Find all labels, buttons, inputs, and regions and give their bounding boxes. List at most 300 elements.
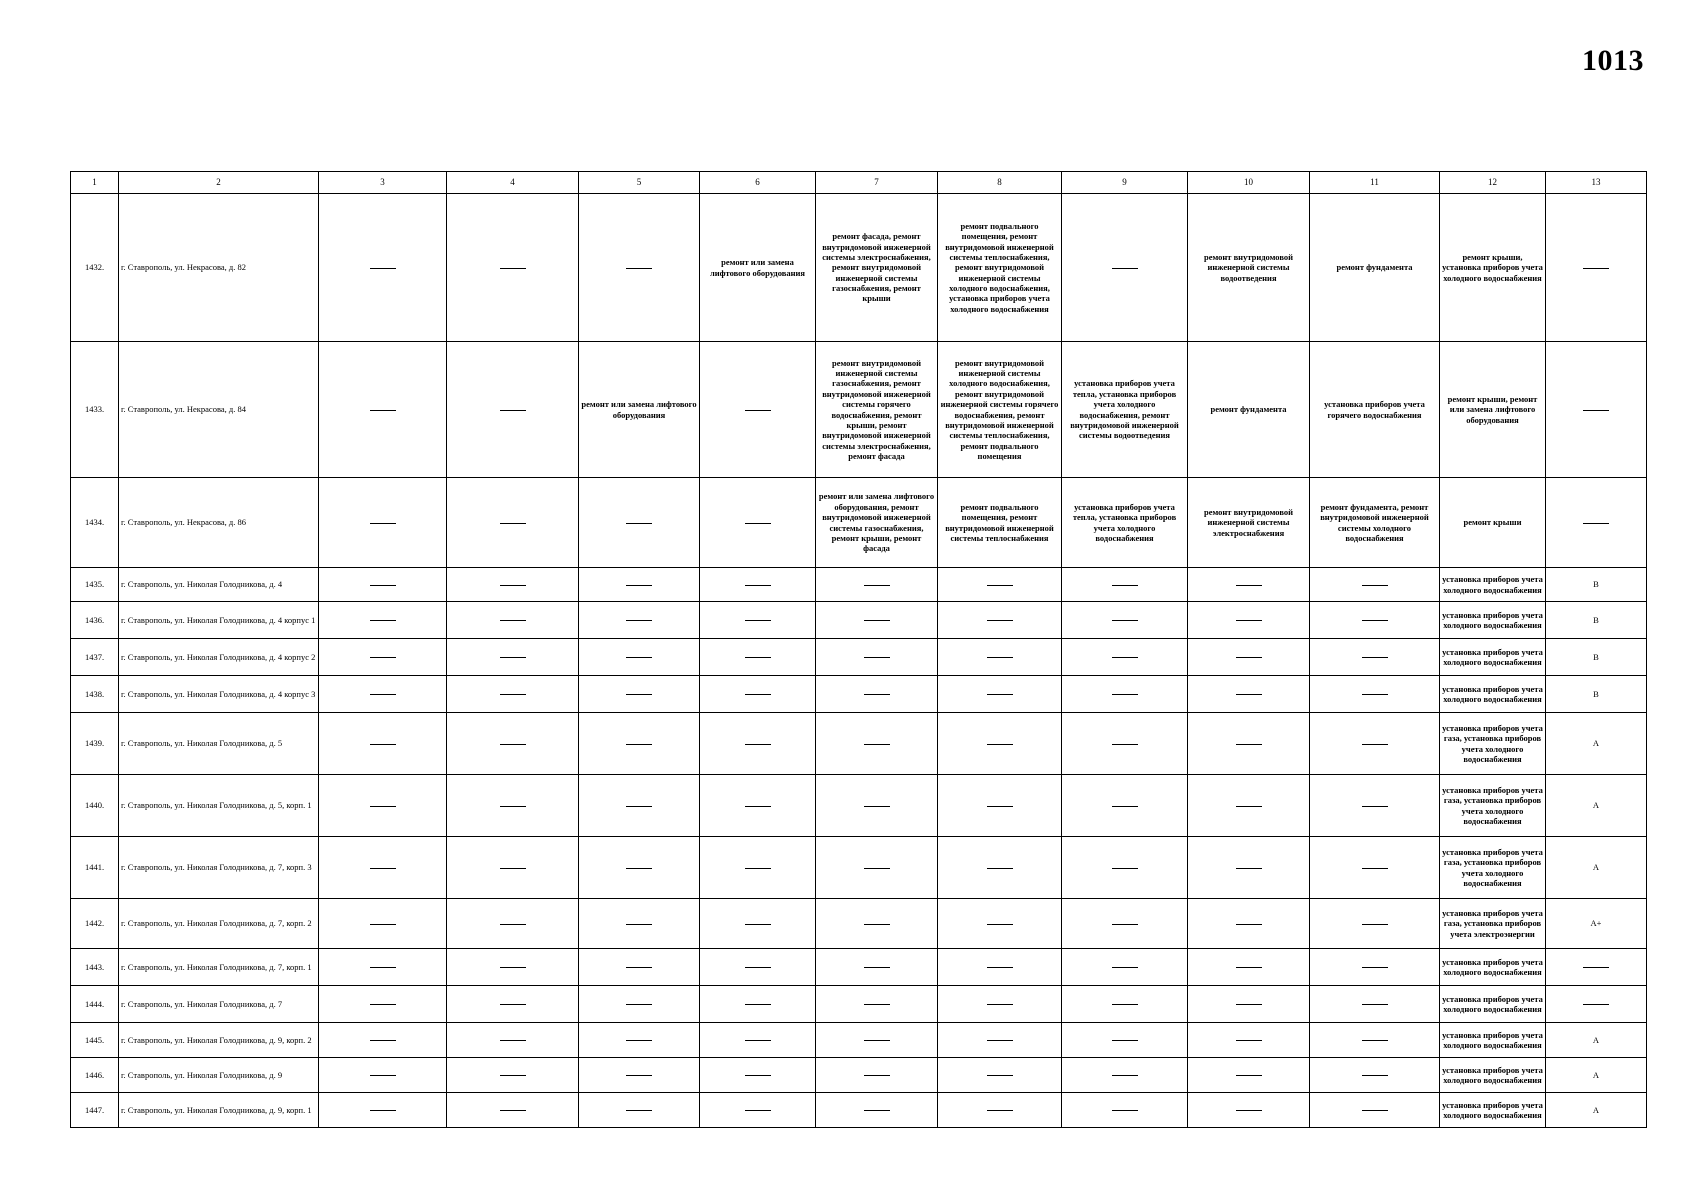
column-number: 4	[447, 172, 579, 194]
empty-dash	[500, 924, 526, 925]
empty-dash	[1236, 924, 1262, 925]
empty-dash	[864, 868, 890, 869]
cell-col-4	[447, 986, 579, 1023]
empty-dash	[626, 268, 652, 269]
cell-address: г. Ставрополь, ул. Некрасова, д. 86	[119, 478, 319, 568]
empty-dash	[864, 1110, 890, 1111]
column-number-row	[71, 172, 1647, 194]
cell-col-11: ремонт фундамента, ремонт внутридомовой инженерной системы холодного водоснабжения	[1310, 478, 1440, 568]
cell-col-5	[579, 899, 700, 949]
empty-dash	[626, 585, 652, 586]
cell-col-3	[319, 342, 447, 478]
cell-col-10: ремонт фундамента	[1188, 342, 1310, 478]
cell-col-11	[1310, 676, 1440, 713]
cell-col-7	[816, 568, 938, 602]
cell-col-12: установка приборов учета холодного водоснабжения	[1440, 949, 1546, 986]
cell-energy-class: В	[1546, 639, 1647, 676]
empty-dash	[864, 744, 890, 745]
empty-dash	[1362, 924, 1388, 925]
cell-energy-class	[1546, 194, 1647, 342]
empty-dash	[1236, 1004, 1262, 1005]
cell-col-7: ремонт или замена лифтового оборудования, ремонт внутридомовой инженерной системы газоснабжения, ремонт крыши, ремонт фасада	[816, 478, 938, 568]
cell-col-6	[700, 1058, 816, 1093]
cell-col-6	[700, 478, 816, 568]
empty-dash	[1112, 694, 1138, 695]
empty-dash	[745, 523, 771, 524]
empty-dash	[1112, 806, 1138, 807]
cell-col-10	[1188, 1093, 1310, 1128]
cell-col-6	[700, 639, 816, 676]
cell-col-11	[1310, 986, 1440, 1023]
cell-col-11	[1310, 713, 1440, 775]
empty-dash	[1583, 523, 1609, 524]
empty-dash	[500, 1110, 526, 1111]
cell-col-4	[447, 676, 579, 713]
cell-col-5	[579, 478, 700, 568]
empty-dash	[500, 1040, 526, 1041]
cell-row-number: 1432.	[71, 194, 119, 342]
empty-dash	[745, 924, 771, 925]
empty-dash	[987, 1075, 1013, 1076]
cell-address: г. Ставрополь, ул. Николая Голодникова, д. 9	[119, 1058, 319, 1093]
empty-dash	[626, 523, 652, 524]
cell-col-5	[579, 1058, 700, 1093]
column-number: 1	[71, 172, 119, 194]
cell-energy-class	[1546, 986, 1647, 1023]
cell-row-number: 1438.	[71, 676, 119, 713]
cell-energy-class: А	[1546, 775, 1647, 837]
empty-dash	[1112, 924, 1138, 925]
empty-dash	[987, 694, 1013, 695]
table-row	[71, 1023, 1647, 1058]
empty-dash	[500, 410, 526, 411]
cell-col-11	[1310, 639, 1440, 676]
cell-col-3	[319, 1023, 447, 1058]
cell-col-9	[1062, 602, 1188, 639]
cell-col-6	[700, 568, 816, 602]
empty-dash	[987, 967, 1013, 968]
cell-energy-class: В	[1546, 676, 1647, 713]
cell-energy-class: А	[1546, 1023, 1647, 1058]
cell-address: г. Ставрополь, ул. Николая Голодникова, д. 9, корп. 2	[119, 1023, 319, 1058]
empty-dash	[370, 1040, 396, 1041]
cell-energy-class: А+	[1546, 899, 1647, 949]
empty-dash	[626, 694, 652, 695]
cell-col-8: ремонт подвального помещения, ремонт внутридомовой инженерной системы теплоснабжения	[938, 478, 1062, 568]
cell-col-3	[319, 602, 447, 639]
empty-dash	[987, 1004, 1013, 1005]
cell-row-number: 1444.	[71, 986, 119, 1023]
empty-dash	[1362, 1040, 1388, 1041]
empty-dash	[987, 806, 1013, 807]
empty-dash	[370, 967, 396, 968]
empty-dash	[1362, 1004, 1388, 1005]
cell-col-11	[1310, 1023, 1440, 1058]
cell-col-9	[1062, 194, 1188, 342]
cell-col-3	[319, 194, 447, 342]
column-number: 8	[938, 172, 1062, 194]
column-number: 10	[1188, 172, 1310, 194]
empty-dash	[745, 1004, 771, 1005]
cell-col-10	[1188, 986, 1310, 1023]
cell-energy-class: В	[1546, 602, 1647, 639]
cell-col-7: ремонт фасада, ремонт внутридомовой инженерной системы электроснабжения, ремонт внутридомовой инженерной системы газоснабжения, ремонт крыши	[816, 194, 938, 342]
cell-col-8	[938, 775, 1062, 837]
cell-col-7	[816, 949, 938, 986]
cell-col-4	[447, 194, 579, 342]
empty-dash	[745, 1075, 771, 1076]
table-row	[71, 194, 1647, 342]
cell-col-4	[447, 1023, 579, 1058]
empty-dash	[864, 924, 890, 925]
empty-dash	[745, 1110, 771, 1111]
empty-dash	[500, 744, 526, 745]
cell-col-5	[579, 1093, 700, 1128]
empty-dash	[1236, 657, 1262, 658]
cell-col-4	[447, 1058, 579, 1093]
cell-row-number: 1437.	[71, 639, 119, 676]
cell-col-3	[319, 986, 447, 1023]
cell-col-10	[1188, 568, 1310, 602]
page-number: 1013	[1582, 44, 1644, 77]
cell-col-9	[1062, 713, 1188, 775]
cell-col-10: ремонт внутридомовой инженерной системы водоотведения	[1188, 194, 1310, 342]
cell-col-11	[1310, 949, 1440, 986]
cell-col-3	[319, 639, 447, 676]
cell-col-4	[447, 837, 579, 899]
cell-col-12: ремонт крыши, установка приборов учета холодного водоснабжения	[1440, 194, 1546, 342]
cell-row-number: 1433.	[71, 342, 119, 478]
cell-address: г. Ставрополь, ул. Николая Голодникова, д. 5, корп. 1	[119, 775, 319, 837]
cell-col-3	[319, 949, 447, 986]
empty-dash	[1112, 585, 1138, 586]
cell-col-7: ремонт внутридомовой инженерной системы газоснабжения, ремонт внутридомовой инженерной системы горячего водоснабжения, ремонт крыши, ремонт внутридомовой инженерной системы электроснабжения, ремонт фасада	[816, 342, 938, 478]
cell-col-12: установка приборов учета холодного водоснабжения	[1440, 602, 1546, 639]
cell-col-9	[1062, 986, 1188, 1023]
cell-col-7	[816, 1058, 938, 1093]
empty-dash	[1236, 1075, 1262, 1076]
empty-dash	[864, 806, 890, 807]
cell-col-6	[700, 713, 816, 775]
empty-dash	[745, 744, 771, 745]
empty-dash	[500, 868, 526, 869]
empty-dash	[864, 1040, 890, 1041]
empty-dash	[1236, 694, 1262, 695]
empty-dash	[370, 1075, 396, 1076]
table-row	[71, 986, 1647, 1023]
cell-address: г. Ставрополь, ул. Николая Голодникова, д. 7, корп. 3	[119, 837, 319, 899]
cell-col-11	[1310, 1058, 1440, 1093]
empty-dash	[370, 806, 396, 807]
cell-col-3	[319, 568, 447, 602]
empty-dash	[864, 1075, 890, 1076]
empty-dash	[626, 1040, 652, 1041]
cell-col-5	[579, 602, 700, 639]
cell-col-8	[938, 568, 1062, 602]
cell-col-12: установка приборов учета холодного водоснабжения	[1440, 986, 1546, 1023]
cell-col-10	[1188, 949, 1310, 986]
empty-dash	[1236, 967, 1262, 968]
cell-col-11: установка приборов учета горячего водоснабжения	[1310, 342, 1440, 478]
empty-dash	[1112, 1004, 1138, 1005]
empty-dash	[626, 967, 652, 968]
empty-dash	[1583, 268, 1609, 269]
cell-col-6	[700, 1023, 816, 1058]
cell-col-6	[700, 899, 816, 949]
cell-col-8	[938, 676, 1062, 713]
empty-dash	[500, 967, 526, 968]
cell-col-12: установка приборов учета холодного водоснабжения	[1440, 676, 1546, 713]
empty-dash	[1112, 657, 1138, 658]
cell-col-8	[938, 602, 1062, 639]
empty-dash	[370, 620, 396, 621]
cell-col-5	[579, 949, 700, 986]
cell-row-number: 1446.	[71, 1058, 119, 1093]
empty-dash	[745, 967, 771, 968]
cell-address: г. Ставрополь, ул. Некрасова, д. 84	[119, 342, 319, 478]
column-number: 5	[579, 172, 700, 194]
cell-address: г. Ставрополь, ул. Николая Голодникова, д. 7	[119, 986, 319, 1023]
cell-col-9: установка приборов учета тепла, установка приборов учета холодного водоснабжения	[1062, 478, 1188, 568]
cell-address: г. Ставрополь, ул. Николая Голодникова, д. 4 корпус 1	[119, 602, 319, 639]
cell-col-4	[447, 478, 579, 568]
column-number: 6	[700, 172, 816, 194]
column-number: 9	[1062, 172, 1188, 194]
cell-col-9	[1062, 775, 1188, 837]
cell-col-12: ремонт крыши	[1440, 478, 1546, 568]
empty-dash	[987, 657, 1013, 658]
cell-col-12: установка приборов учета газа, установка приборов учета холодного водоснабжения	[1440, 775, 1546, 837]
cell-col-4	[447, 899, 579, 949]
cell-col-11	[1310, 899, 1440, 949]
empty-dash	[987, 620, 1013, 621]
empty-dash	[370, 585, 396, 586]
cell-col-6	[700, 949, 816, 986]
cell-col-4	[447, 342, 579, 478]
empty-dash	[626, 868, 652, 869]
table-row	[71, 1093, 1647, 1128]
cell-col-9	[1062, 568, 1188, 602]
empty-dash	[1112, 868, 1138, 869]
empty-dash	[1362, 620, 1388, 621]
cell-col-5: ремонт или замена лифтового оборудования	[579, 342, 700, 478]
cell-col-3	[319, 676, 447, 713]
cell-col-3	[319, 899, 447, 949]
cell-col-12: установка приборов учета газа, установка приборов учета холодного водоснабжения	[1440, 837, 1546, 899]
cell-row-number: 1434.	[71, 478, 119, 568]
cell-row-number: 1441.	[71, 837, 119, 899]
cell-col-10	[1188, 602, 1310, 639]
cell-col-11	[1310, 602, 1440, 639]
cell-col-8	[938, 837, 1062, 899]
cell-col-7	[816, 1023, 938, 1058]
cell-col-12: установка приборов учета газа, установка приборов учета холодного водоснабжения	[1440, 713, 1546, 775]
cell-col-10	[1188, 775, 1310, 837]
empty-dash	[500, 1004, 526, 1005]
empty-dash	[745, 620, 771, 621]
cell-row-number: 1440.	[71, 775, 119, 837]
empty-dash	[1362, 868, 1388, 869]
cell-col-10	[1188, 837, 1310, 899]
empty-dash	[1236, 744, 1262, 745]
empty-dash	[626, 620, 652, 621]
table-row	[71, 478, 1647, 568]
empty-dash	[1583, 967, 1609, 968]
empty-dash	[1583, 1004, 1609, 1005]
cell-col-10	[1188, 713, 1310, 775]
cell-col-5	[579, 676, 700, 713]
cell-col-12: установка приборов учета холодного водоснабжения	[1440, 568, 1546, 602]
cell-col-7	[816, 837, 938, 899]
cell-energy-class: А	[1546, 837, 1647, 899]
cell-col-7	[816, 602, 938, 639]
empty-dash	[987, 924, 1013, 925]
cell-energy-class	[1546, 342, 1647, 478]
cell-address: г. Ставрополь, ул. Николая Голодникова, д. 4 корпус 3	[119, 676, 319, 713]
empty-dash	[1236, 1110, 1262, 1111]
cell-col-10	[1188, 639, 1310, 676]
table-row	[71, 949, 1647, 986]
empty-dash	[745, 806, 771, 807]
empty-dash	[500, 806, 526, 807]
empty-dash	[370, 744, 396, 745]
cell-col-8	[938, 986, 1062, 1023]
empty-dash	[987, 1110, 1013, 1111]
cell-col-11	[1310, 1093, 1440, 1128]
empty-dash	[500, 585, 526, 586]
cell-col-4	[447, 639, 579, 676]
cell-col-9	[1062, 1058, 1188, 1093]
empty-dash	[1236, 868, 1262, 869]
cell-col-9	[1062, 1093, 1188, 1128]
cell-row-number: 1447.	[71, 1093, 119, 1128]
table-row	[71, 602, 1647, 639]
table-row	[71, 568, 1647, 602]
cell-col-9	[1062, 899, 1188, 949]
empty-dash	[500, 1075, 526, 1076]
column-number: 11	[1310, 172, 1440, 194]
cell-col-9	[1062, 837, 1188, 899]
cell-col-7	[816, 713, 938, 775]
cell-col-5	[579, 1023, 700, 1058]
empty-dash	[987, 585, 1013, 586]
empty-dash	[745, 694, 771, 695]
empty-dash	[1362, 744, 1388, 745]
empty-dash	[864, 1004, 890, 1005]
empty-dash	[1112, 1040, 1138, 1041]
table-row	[71, 899, 1647, 949]
cell-col-10	[1188, 899, 1310, 949]
cell-col-10	[1188, 1023, 1310, 1058]
empty-dash	[1362, 585, 1388, 586]
empty-dash	[864, 694, 890, 695]
cell-col-6	[700, 676, 816, 713]
cell-col-7	[816, 775, 938, 837]
cell-energy-class: А	[1546, 713, 1647, 775]
empty-dash	[1362, 1110, 1388, 1111]
empty-dash	[1236, 585, 1262, 586]
cell-col-8	[938, 713, 1062, 775]
empty-dash	[745, 868, 771, 869]
empty-dash	[745, 410, 771, 411]
cell-row-number: 1445.	[71, 1023, 119, 1058]
cell-col-8	[938, 949, 1062, 986]
cell-col-8: ремонт внутридомовой инженерной системы холодного водоснабжения, ремонт внутридомовой инженерной системы горячего водоснабжения, ремонт внутридомовой инженерной системы теплоснабжения, ремонт подвального помещения	[938, 342, 1062, 478]
empty-dash	[745, 1040, 771, 1041]
empty-dash	[370, 657, 396, 658]
cell-col-4	[447, 602, 579, 639]
cell-col-6	[700, 986, 816, 1023]
cell-col-3	[319, 775, 447, 837]
cell-col-12: установка приборов учета холодного водоснабжения	[1440, 639, 1546, 676]
table-row	[71, 837, 1647, 899]
empty-dash	[626, 1004, 652, 1005]
cell-col-7	[816, 639, 938, 676]
buildings-repair-table	[70, 171, 1647, 1128]
cell-col-5	[579, 986, 700, 1023]
empty-dash	[987, 744, 1013, 745]
cell-row-number: 1443.	[71, 949, 119, 986]
cell-col-9	[1062, 949, 1188, 986]
cell-col-6	[700, 775, 816, 837]
empty-dash	[500, 268, 526, 269]
empty-dash	[626, 1075, 652, 1076]
cell-row-number: 1439.	[71, 713, 119, 775]
empty-dash	[1236, 620, 1262, 621]
cell-energy-class: А	[1546, 1058, 1647, 1093]
cell-col-8	[938, 1058, 1062, 1093]
cell-col-3	[319, 713, 447, 775]
cell-col-8	[938, 1023, 1062, 1058]
cell-row-number: 1442.	[71, 899, 119, 949]
cell-col-6	[700, 837, 816, 899]
cell-col-9	[1062, 639, 1188, 676]
cell-col-3	[319, 1058, 447, 1093]
cell-col-11	[1310, 568, 1440, 602]
empty-dash	[864, 657, 890, 658]
cell-col-5	[579, 837, 700, 899]
empty-dash	[987, 1040, 1013, 1041]
cell-col-4	[447, 1093, 579, 1128]
empty-dash	[500, 657, 526, 658]
empty-dash	[1112, 1075, 1138, 1076]
cell-col-7	[816, 986, 938, 1023]
cell-col-6	[700, 342, 816, 478]
empty-dash	[370, 868, 396, 869]
empty-dash	[370, 924, 396, 925]
cell-energy-class: В	[1546, 568, 1647, 602]
cell-col-8	[938, 1093, 1062, 1128]
empty-dash	[864, 620, 890, 621]
cell-col-11	[1310, 775, 1440, 837]
column-number: 2	[119, 172, 319, 194]
empty-dash	[500, 620, 526, 621]
cell-col-12: установка приборов учета холодного водоснабжения	[1440, 1058, 1546, 1093]
empty-dash	[626, 744, 652, 745]
cell-col-10	[1188, 1058, 1310, 1093]
empty-dash	[745, 585, 771, 586]
cell-col-10	[1188, 676, 1310, 713]
table-row	[71, 676, 1647, 713]
empty-dash	[745, 657, 771, 658]
cell-col-5	[579, 713, 700, 775]
empty-dash	[1362, 657, 1388, 658]
empty-dash	[1362, 1075, 1388, 1076]
cell-address: г. Ставрополь, ул. Николая Голодникова, д. 4 корпус 2	[119, 639, 319, 676]
column-number: 13	[1546, 172, 1647, 194]
cell-col-7	[816, 899, 938, 949]
table-row	[71, 639, 1647, 676]
